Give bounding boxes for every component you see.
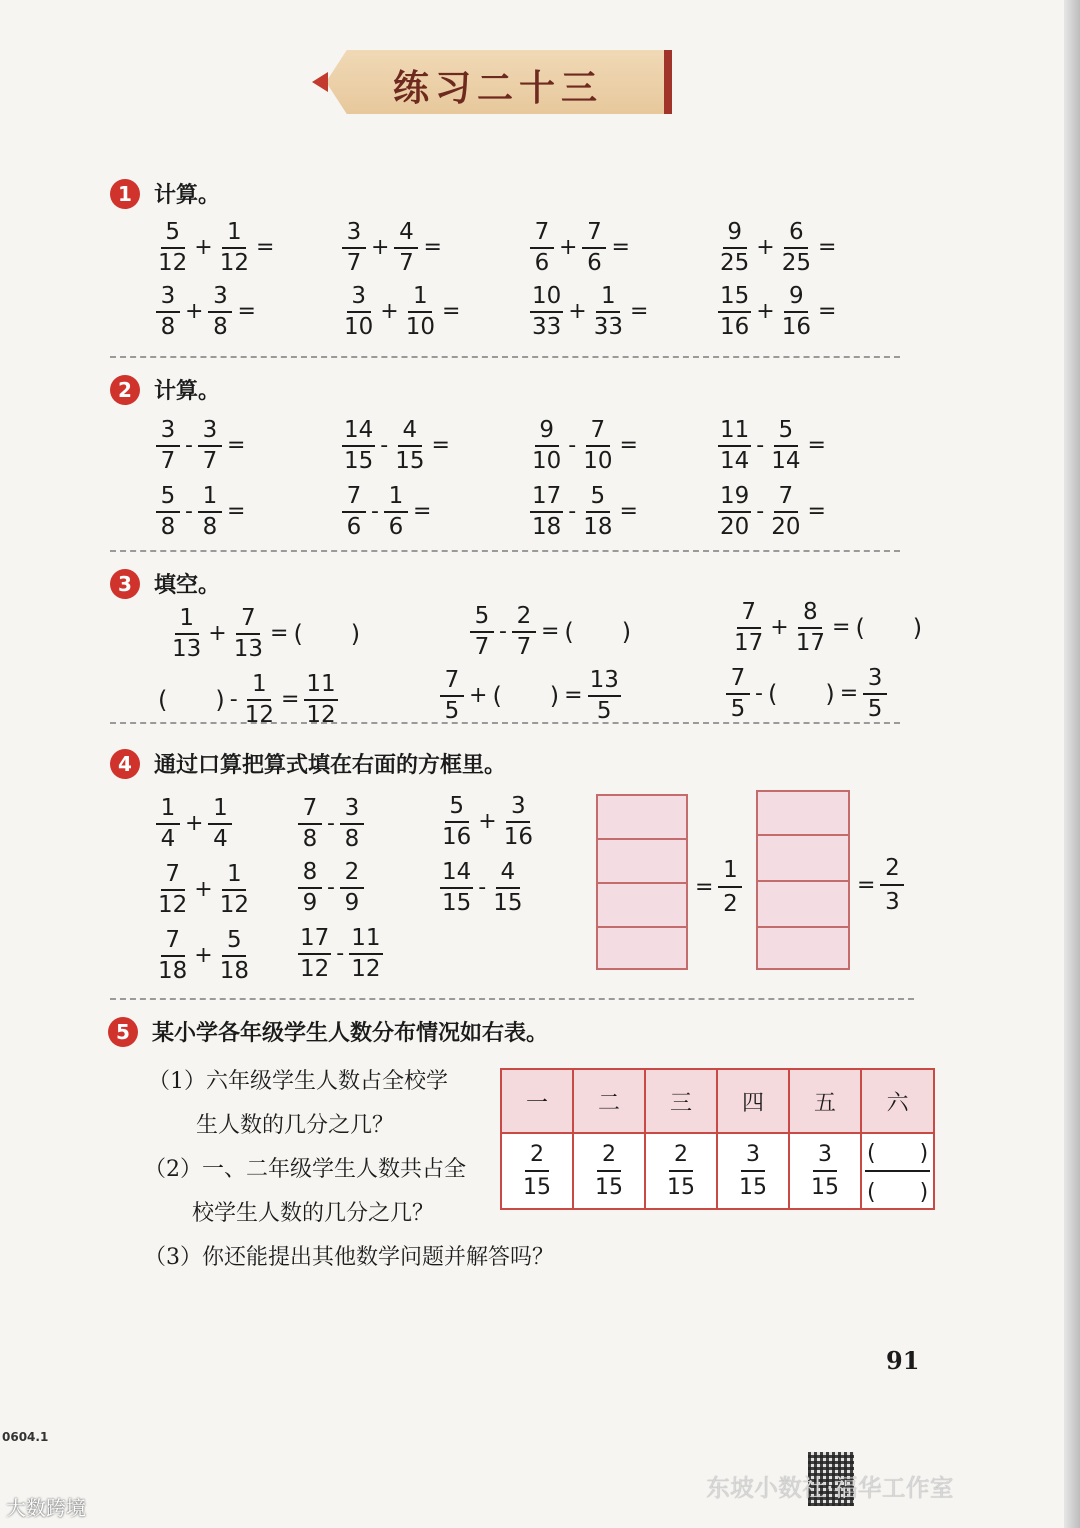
fraction: $\frac{7}{5}$ [440, 668, 464, 724]
fraction: $\frac{7}{12}$ [158, 861, 188, 918]
equals-sign: = [807, 433, 826, 458]
fraction: $\frac{7}{5}$ [726, 666, 750, 722]
fraction-expression: $\frac{5}{8}$ - $\frac{1}{8}$ = [154, 484, 248, 540]
question-1-line-1: （1）六年级学生人数占全校学 [148, 1069, 448, 1094]
equals-sign: = [619, 433, 638, 458]
equals-sign: = [256, 235, 275, 260]
fraction: $\frac{5}{12}$ [158, 219, 188, 276]
fraction: $\frac{4}{7}$ [394, 220, 418, 276]
fraction: $\frac{5}{18}$ [219, 927, 249, 984]
fill-expression-1: $\frac{1}{13}$ + $\frac{7}{13}$ = ( ) [172, 605, 361, 662]
oral-expression: $\frac{5}{16}$ + $\frac{3}{16}$ [442, 793, 533, 850]
section-4-header [110, 748, 506, 779]
fraction: $\frac{1}{12}$ [219, 861, 249, 918]
section-3-header [110, 568, 220, 599]
fraction: $\frac{7}{10}$ [583, 417, 613, 474]
fraction: $\frac{7}{17}$ [734, 599, 764, 656]
fraction: $\frac{3}{7}$ [198, 418, 222, 474]
oral-expression: $\frac{7}{8}$ - $\frac{3}{8}$ [296, 796, 366, 852]
equals-sign: = [611, 235, 630, 260]
fill-expression-3: $\frac{7}{17}$ + $\frac{8}{17}$ = ( ) [734, 599, 923, 656]
fraction: $\frac{17}{18}$ [532, 483, 562, 540]
question-2-line-1: （2）一、二年级学生人数共占全 [144, 1157, 466, 1182]
edge-code: 0604.1 [2, 1430, 49, 1444]
fraction: $\frac{17}{12}$ [300, 925, 330, 982]
answer-blank[interactable]: ( ) [767, 680, 835, 708]
equals-sign: = [226, 433, 246, 458]
section-label: 计算。 [154, 379, 221, 404]
fraction: $\frac{7}{13}$ [233, 605, 263, 662]
fraction: $\frac{11}{12}$ [351, 925, 381, 982]
fraction: $\frac{1}{12}$ [219, 219, 249, 276]
fraction-expression: $\frac{7}{6}$ + $\frac{7}{6}$ = [528, 220, 633, 276]
grade-fraction: $\frac{3}{15}$ [789, 1133, 861, 1209]
grade-header: 三 [645, 1069, 717, 1133]
oral-expression: $\frac{8}{9}$ - $\frac{2}{9}$ [296, 860, 366, 916]
grade-header: 五 [789, 1069, 861, 1133]
oral-expression: $\frac{7}{18}$ + $\frac{5}{18}$ [158, 927, 249, 984]
fraction-expression: $\frac{11}{14}$ - $\frac{5}{14}$ = [720, 417, 826, 474]
divider [110, 722, 900, 724]
equals-sign: = [431, 433, 450, 458]
equals-sign: = [442, 299, 461, 324]
equals-sign: = [226, 499, 246, 524]
section-label: 填空。 [154, 573, 221, 598]
answer-blank[interactable]: ( ) [158, 686, 225, 714]
oral-expression: $\frac{14}{15}$ - $\frac{4}{15}$ [442, 859, 523, 916]
answer-box-stack-1[interactable] [596, 794, 688, 970]
fraction-expression: $\frac{3}{8}$ + $\frac{3}{8}$ = [154, 284, 259, 340]
section-number: 3 [110, 569, 140, 599]
fraction: $\frac{10}{33}$ [532, 283, 562, 340]
fraction: $\frac{3}{7}$ [156, 418, 180, 474]
fraction-expression: $\frac{9}{25}$ + $\frac{6}{25}$ = [720, 219, 837, 276]
fraction-expression: $\frac{17}{18}$ - $\frac{5}{18}$ = [532, 483, 638, 540]
fraction: $\frac{3}{8}$ [156, 284, 180, 340]
fraction: $\frac{8}{9}$ [298, 860, 322, 916]
fraction: $\frac{7}{8}$ [298, 796, 322, 852]
fraction: $\frac{2}{9}$ [340, 860, 364, 916]
question-1-line-2: 生人数的几分之几？ [196, 1113, 395, 1138]
fraction: $\frac{9}{25}$ [720, 219, 750, 276]
fraction: $\frac{1}{6}$ [384, 484, 408, 540]
fraction: $\frac{3}{8}$ [340, 796, 364, 852]
answer-blank[interactable]: ( ) [492, 682, 560, 710]
section-label: 某小学各年级学生人数分布情况如右表。 [152, 1021, 549, 1046]
grade-distribution-table [500, 1068, 935, 1210]
section-5-header [108, 1016, 548, 1047]
equals-sign: = [412, 499, 432, 524]
fraction-expression: $\frac{5}{12}$ + $\frac{1}{12}$ = [158, 219, 275, 276]
fraction: $\frac{1}{10}$ [405, 283, 435, 340]
fraction-expression: $\frac{15}{16}$ + $\frac{9}{16}$ = [720, 283, 837, 340]
divider [110, 356, 900, 358]
question-2-line-2: 校学生人数的几分之几？ [192, 1201, 435, 1226]
fraction: $\frac{3}{10}$ [344, 283, 374, 340]
fraction: $\frac{1}{33}$ [593, 283, 623, 340]
grade-fraction: $\frac{2}{15}$ [573, 1133, 645, 1209]
oral-expression: $\frac{7}{12}$ + $\frac{1}{12}$ [158, 861, 249, 918]
page-edge [1064, 0, 1080, 1528]
fraction-expression: $\frac{19}{20}$ - $\frac{7}{20}$ = [720, 483, 826, 540]
fraction: $\frac{7}{6}$ [530, 220, 554, 276]
fraction: $\frac{9}{16}$ [781, 283, 811, 340]
answer-box-stack-2[interactable] [756, 790, 850, 970]
fraction: $\frac{1}{12}$ [244, 671, 274, 728]
grade-header: 六 [861, 1069, 934, 1133]
fraction: $\frac{1}{4}$ [208, 796, 232, 852]
section-number: 5 [108, 1017, 138, 1047]
fraction-expression: $\frac{7}{6}$ - $\frac{1}{6}$ = [340, 484, 434, 540]
fraction: $\frac{4}{15}$ [395, 417, 425, 474]
title-banner [312, 50, 672, 114]
fraction: $\frac{1}{13}$ [172, 605, 202, 662]
equals-sign: = [237, 299, 256, 324]
equals-sign: = [423, 235, 442, 260]
fraction: $\frac{5}{18}$ [583, 483, 613, 540]
fraction: $\frac{7}{18}$ [158, 927, 188, 984]
section-number: 1 [110, 179, 140, 209]
fraction-expression: $\frac{10}{33}$ + $\frac{1}{33}$ = [532, 283, 649, 340]
fraction: $\frac{5}{7}$ [470, 604, 494, 660]
fraction: $\frac{9}{10}$ [532, 417, 562, 474]
fraction: $\frac{11}{14}$ [720, 417, 750, 474]
question-3: （3）你还能提出其他数学问题并解答吗？ [144, 1245, 554, 1270]
grade-fraction: $\frac{2}{15}$ [501, 1133, 573, 1209]
equals-sign: = [619, 499, 638, 524]
equals-sign: = [818, 299, 837, 324]
fill-expression-6: $\frac{7}{5}$ - ( ) = $\frac{3}{5}$ [724, 666, 889, 722]
fraction: $\frac{4}{15}$ [493, 859, 523, 916]
fraction: $\frac{3}{5}$ [863, 666, 887, 722]
grade-header: 二 [573, 1069, 645, 1133]
fraction: $\frac{1}{4}$ [156, 796, 180, 852]
oral-expression: $\frac{1}{4}$ + $\frac{1}{4}$ [154, 796, 234, 852]
fraction-expression: $\frac{3}{7}$ - $\frac{3}{7}$ = [154, 418, 248, 474]
fraction: $\frac{14}{15}$ [344, 417, 374, 474]
fraction: $\frac{3}{8}$ [208, 284, 232, 340]
watermark-left: 大数跨境 [6, 1496, 86, 1520]
fraction: $\frac{6}{25}$ [781, 219, 811, 276]
fraction: $\frac{7}{20}$ [771, 483, 801, 540]
fraction: $\frac{11}{12}$ [306, 671, 336, 728]
section-1-header [110, 178, 220, 209]
fraction: $\frac{7}{6}$ [582, 220, 606, 276]
equals-sign: = [807, 499, 826, 524]
fill-expression-5: $\frac{7}{5}$ + ( ) = $\frac{13}{5}$ [438, 668, 623, 724]
fraction: $\frac{5}{8}$ [156, 484, 180, 540]
section-number: 2 [110, 375, 140, 405]
grade-header: 一 [501, 1069, 573, 1133]
fraction: $\frac{1}{2}$ [718, 856, 742, 918]
box-result-1: = $\frac{1}{2}$ [692, 856, 744, 918]
section-number: 4 [110, 749, 140, 779]
section-label: 通过口算把算式填在右面的方框里。 [154, 753, 507, 778]
fraction: $\frac{5}{16}$ [442, 793, 472, 850]
divider [110, 550, 900, 552]
fraction-expression: $\frac{3}{10}$ + $\frac{1}{10}$ = [344, 283, 461, 340]
answer-blank[interactable]: ( ) [293, 620, 361, 648]
fraction: $\frac{3}{7}$ [342, 220, 366, 276]
fill-expression-4: ( ) - $\frac{1}{12}$ = $\frac{11}{12}$ [158, 671, 336, 728]
fraction: $\frac{5}{14}$ [771, 417, 801, 474]
fraction-expression: $\frac{14}{15}$ - $\frac{4}{15}$ = [344, 417, 450, 474]
oral-expression: $\frac{17}{12}$ - $\frac{11}{12}$ [300, 925, 381, 982]
page-number: 91 [886, 1346, 920, 1375]
divider [110, 998, 914, 1000]
fraction: $\frac{3}{16}$ [503, 793, 533, 850]
section-label: 计算。 [154, 183, 221, 208]
fraction: $\frac{2}{7}$ [512, 604, 536, 660]
answer-blank[interactable]: ( ) [564, 618, 632, 646]
fraction: $\frac{19}{20}$ [720, 483, 750, 540]
fraction: $\frac{14}{15}$ [442, 859, 472, 916]
section-2-header [110, 374, 220, 405]
fraction: $\frac{7}{6}$ [342, 484, 366, 540]
grade-fraction: $\frac{2}{15}$ [645, 1133, 717, 1209]
grade-header: 四 [717, 1069, 789, 1133]
fraction: $\frac{8}{17}$ [795, 599, 825, 656]
equals-sign: = [818, 235, 837, 260]
fraction: $\frac{2}{3}$ [880, 854, 904, 916]
page-title: 练习二十三 [392, 67, 603, 109]
fraction-expression: $\frac{3}{7}$ + $\frac{4}{7}$ = [340, 220, 445, 276]
fraction: $\frac{15}{16}$ [720, 283, 750, 340]
answer-blank[interactable]: ( ) [855, 614, 923, 642]
fraction: $\frac{13}{5}$ [589, 667, 619, 724]
grade-fraction[interactable]: $\frac{( )}{( )}$ [861, 1133, 934, 1209]
fraction: $\frac{1}{8}$ [198, 484, 222, 540]
grade-fraction: $\frac{3}{15}$ [717, 1133, 789, 1209]
watermark-right: 东坡小数社·福华工作室 [706, 1474, 954, 1502]
box-result-2: = $\frac{2}{3}$ [854, 854, 906, 916]
fraction-expression: $\frac{9}{10}$ - $\frac{7}{10}$ = [532, 417, 638, 474]
equals-sign: = [630, 299, 649, 324]
fill-expression-2: $\frac{5}{7}$ - $\frac{2}{7}$ = ( ) [468, 604, 633, 660]
